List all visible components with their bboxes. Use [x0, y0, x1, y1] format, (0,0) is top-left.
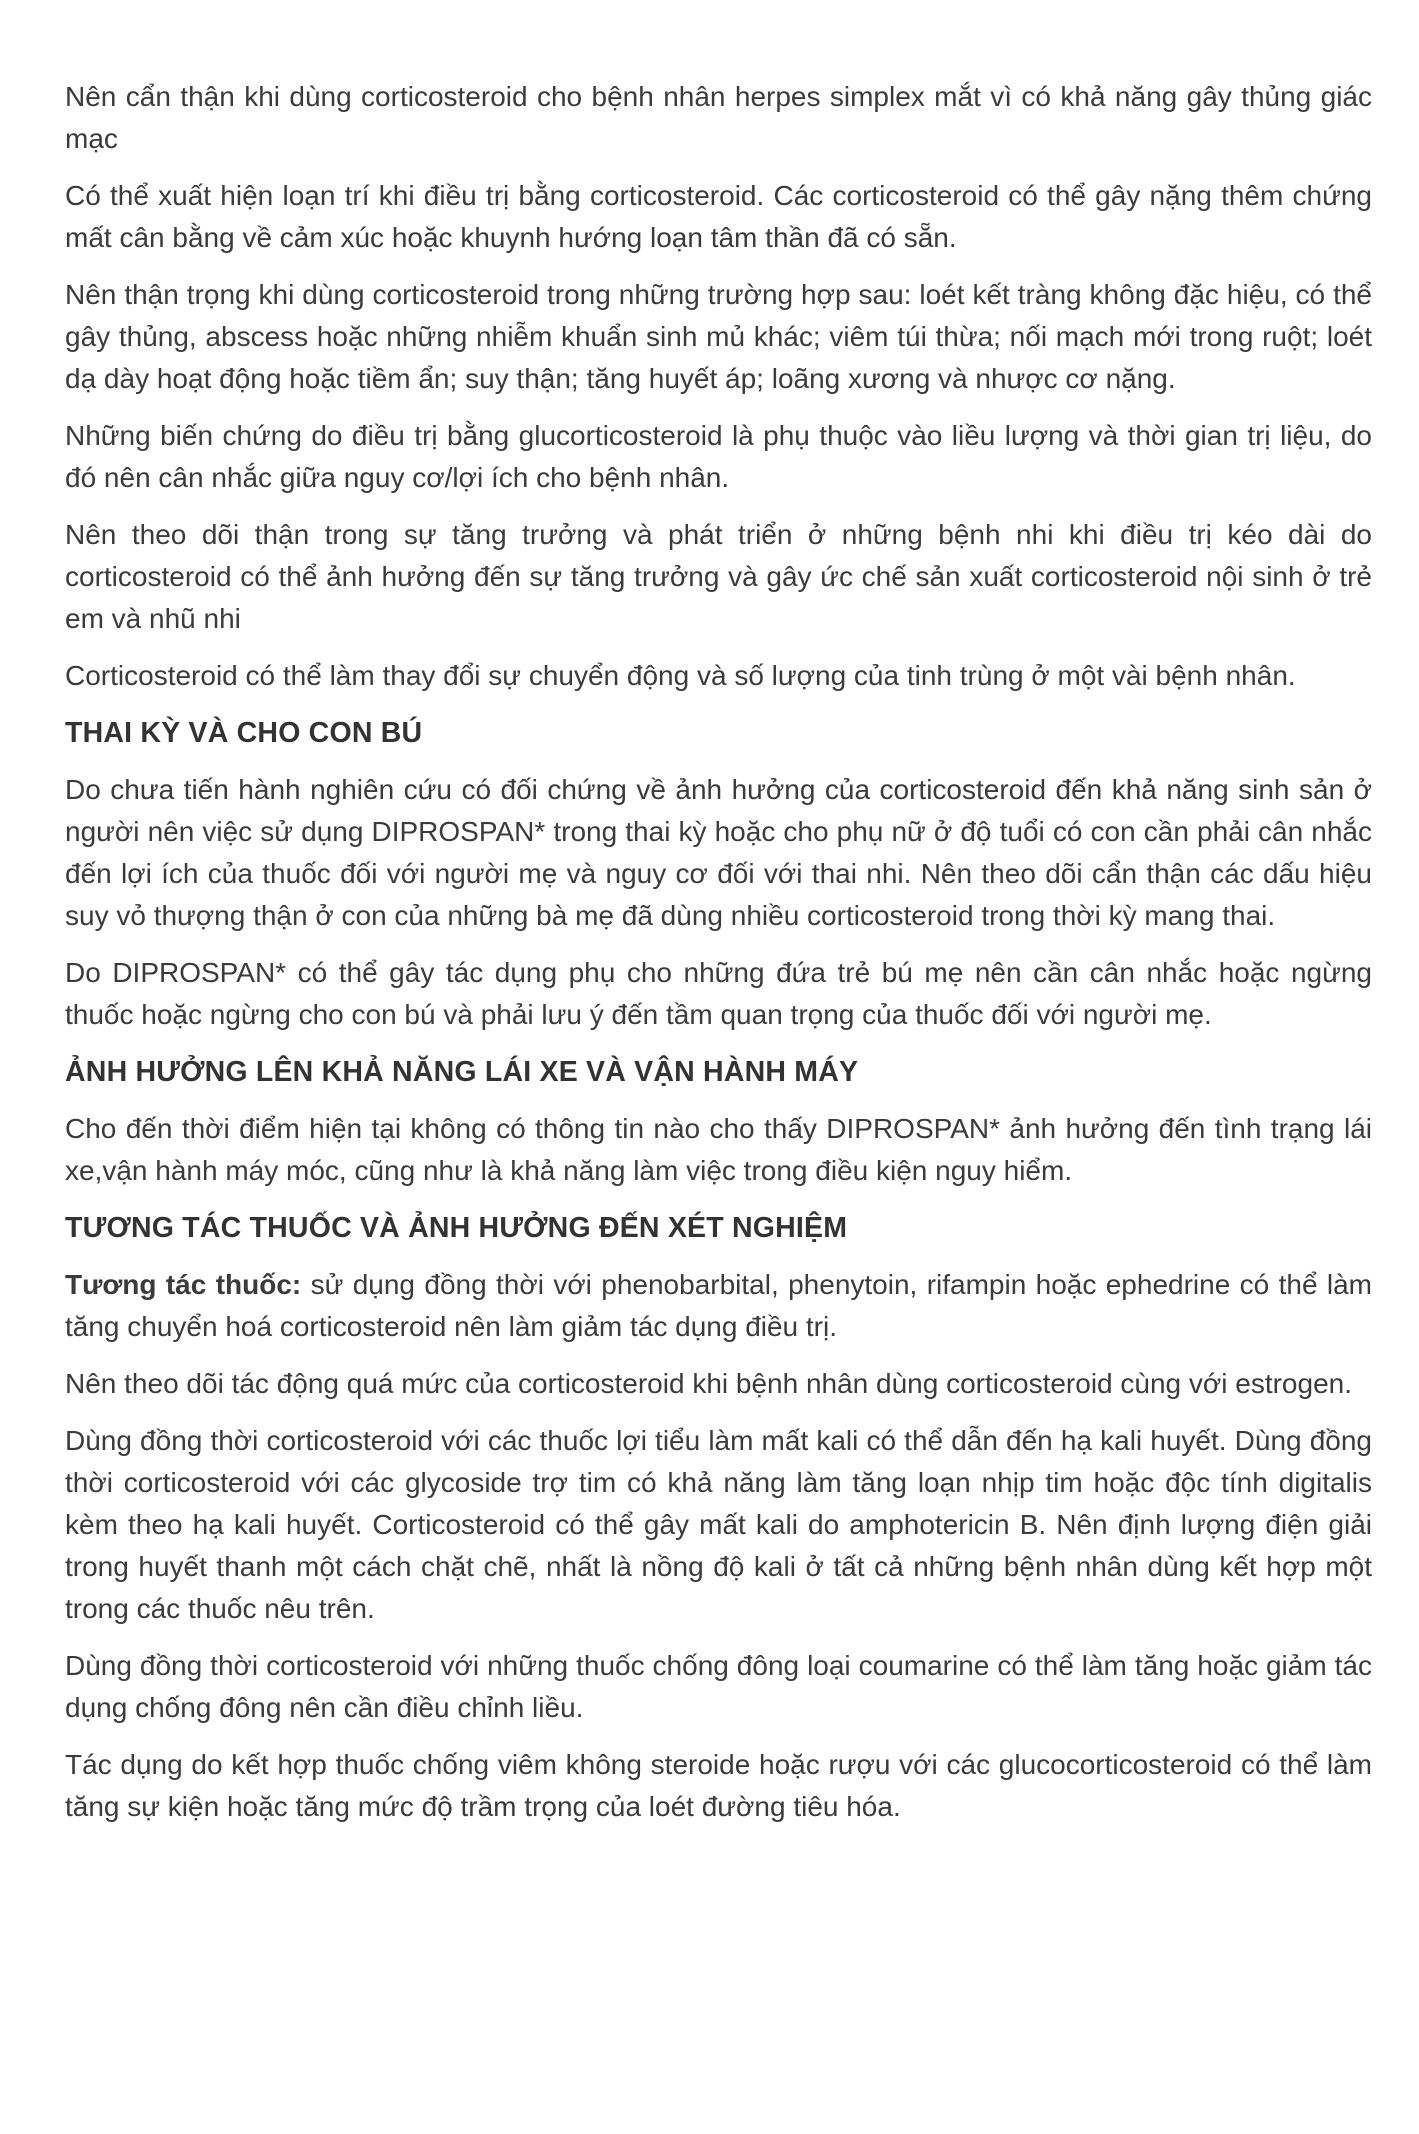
- paragraph-pregnancy-use: Do chưa tiến hành nghiên cứu có đối chứng về ảnh hưởng của corticosteroid đến khả năng sinh sản ở người nên việc sử dụng DIPROSPAN* trong thai kỳ hoặc cho phụ nữ ở độ tuổi có con cần phải cân nhắc đến lợi ích của thuốc đối với người mẹ và nguy cơ đối với thai nhi. Nên theo dõi cẩn thận các dấu hiệu suy vỏ thượng thận ở con của những bà mẹ đã dùng nhiều corticosteroid trong thời kỳ mang thai.: [65, 774, 1372, 931]
- paragraph-nsaid-alcohol: Tác dụng do kết hợp thuốc chống viêm không steroide hoặc rượu với các glucocorticosteroid có thể làm tăng sự kiện hoặc tăng mức độ trầm trọng của loét đường tiêu hóa.: [65, 1749, 1372, 1822]
- paragraph-psychic-derangement: Có thể xuất hiện loạn trí khi điều trị bằng corticosteroid. Các corticosteroid có thể gây nặng thêm chứng mất cân bằng về cảm xúc hoặc khuynh hướng loạn tâm thần đã có sẵn.: [65, 180, 1372, 253]
- paragraph-potassium-diuretics: Dùng đồng thời corticosteroid với các thuốc lợi tiểu làm mất kali có thể dẫn đến hạ kali huyết. Dùng đồng thời corticosteroid với các glycoside trợ tim có khả năng làm tăng loạn nhịp tim hoặc độc tính digitalis kèm theo hạ kali huyết. Corticosteroid có thể gây mất kali do amphotericin B. Nên định lượng điện giải trong huyết thanh một cách chặt chẽ, nhất là nồng độ kali ở tất cả những bệnh nhân dùng kết hợp một trong các thuốc nêu trên.: [65, 1425, 1372, 1624]
- paragraph-drug-interactions: [65, 1264, 1372, 1348]
- paragraph-lactation-use: Do DIPROSPAN* có thể gây tác dụng phụ cho những đứa trẻ bú mẹ nên cần cân nhắc hoặc ngừng thuốc hoặc ngừng cho con bú và phải lưu ý đến tầm quan trọng của thuốc đối với người mẹ.: [65, 957, 1372, 1030]
- heading-pregnancy-lactation: THAI KỲ VÀ CHO CON BÚ: [65, 717, 423, 749]
- paragraph-coumarine: Dùng đồng thời corticosteroid với những thuốc chống đông loại coumarine có thể làm tăng hoặc giảm tác dụng chống đông nên cần điều chỉnh liều.: [65, 1650, 1372, 1723]
- heading-drug-interactions: TƯƠNG TÁC THUỐC VÀ ẢNH HƯỞNG ĐẾN XÉT NGHIỆM: [65, 1212, 848, 1244]
- paragraph-sperm-effects: Corticosteroid có thể làm thay đổi sự chuyển động và số lượng của tinh trùng ở một vài bệnh nhân.: [65, 660, 1296, 691]
- paragraph-estrogen: Nên theo dõi tác động quá mức của corticosteroid khi bệnh nhân dùng corticosteroid cùng với estrogen.: [65, 1368, 1352, 1399]
- paragraph-caution-conditions: Nên thận trọng khi dùng corticosteroid trong những trường hợp sau: loét kết tràng không đặc hiệu, có thể gây thủng, abscess hoặc những nhiễm khuẩn sinh mủ khác; viêm túi thừa; nối mạch mới trong ruột; loét dạ dày hoạt động hoặc tiềm ẩn; suy thận; tăng huyết áp; loãng xương và nhược cơ nặng.: [65, 279, 1372, 394]
- paragraph-growth-monitoring: Nên theo dõi thận trong sự tăng trưởng và phát triển ở những bệnh nhi khi điều trị kéo dài do corticosteroid có thể ảnh hưởng đến sự tăng trưởng và gây ức chế sản xuất corticosteroid nội sinh ở trẻ em và nhũ nhi: [65, 519, 1372, 634]
- paragraph-herpes-caution: Nên cẩn thận khi dùng corticosteroid cho bệnh nhân herpes simplex mắt vì có khả năng gây thủng giác mạc: [65, 81, 1372, 154]
- drug-interactions-lead-label: Tương tác thuốc:: [65, 1269, 302, 1300]
- paragraph-driving-info: Cho đến thời điểm hiện tại không có thông tin nào cho thấy DIPROSPAN* ảnh hưởng đến tình trạng lái xe,vận hành máy móc, cũng như là khả năng làm việc trong điều kiện nguy hiểm.: [65, 1113, 1372, 1186]
- drug-interactions-body-text: sử dụng đồng thời với phenobarbital, phenytoin, rifampin hoặc ephedrine có thể làm tăng chuyển hoá corticosteroid nên làm giảm tác dụng điều trị.: [65, 1269, 1372, 1342]
- heading-driving-machines: ẢNH HƯỞNG LÊN KHẢ NĂNG LÁI XE VÀ VẬN HÀNH MÁY: [65, 1056, 859, 1088]
- paragraph-dose-dependent-complications: Những biến chứng do điều trị bằng glucorticosteroid là phụ thuộc vào liều lượng và thời gian trị liệu, do đó nên cân nhắc giữa nguy cơ/lợi ích cho bệnh nhân.: [65, 420, 1372, 493]
